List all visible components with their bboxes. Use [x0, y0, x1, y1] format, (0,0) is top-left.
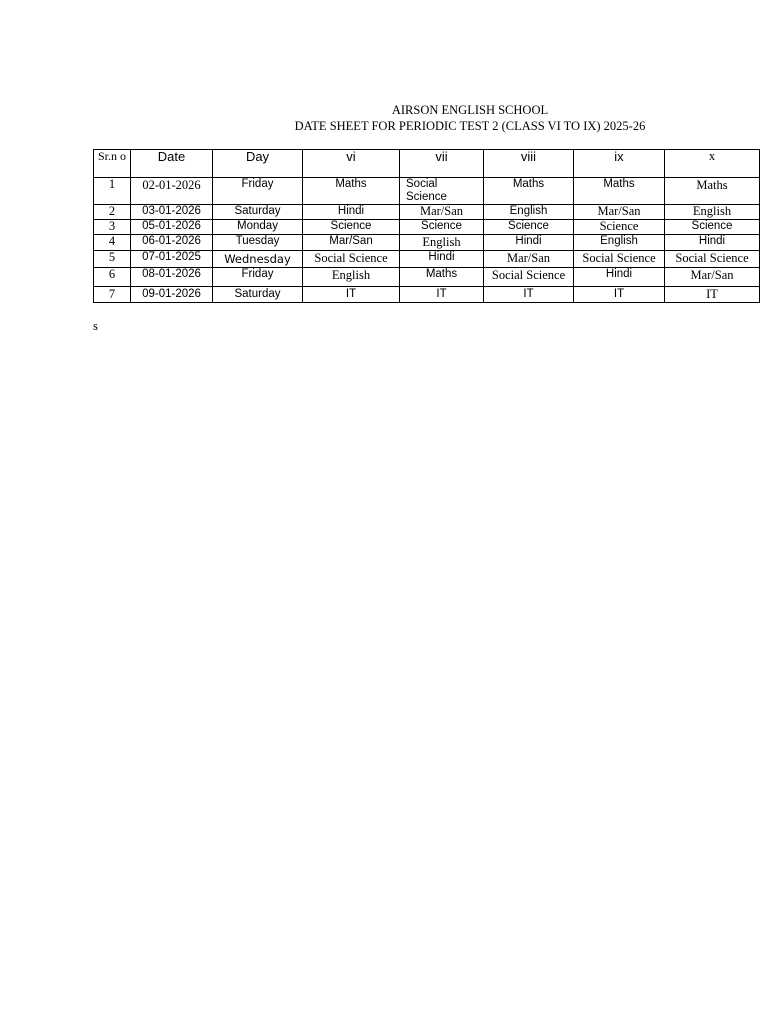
- cell-viii: Maths: [484, 178, 574, 205]
- cell-vi: IT: [303, 287, 400, 303]
- cell-srno: 3: [94, 220, 131, 235]
- table-row: [94, 268, 760, 287]
- cell-srno: 6: [94, 268, 131, 287]
- document-header: [180, 102, 760, 134]
- cell-vi: English: [303, 268, 400, 287]
- school-name: AIRSON ENGLISH SCHOOL: [391, 103, 549, 117]
- cell-day: Tuesday: [213, 235, 303, 251]
- cell-ix: Maths: [574, 178, 665, 205]
- column-header-ix: ix: [574, 150, 665, 178]
- column-header-viii: viii: [484, 150, 574, 178]
- cell-viii: IT: [484, 287, 574, 303]
- cell-viii: English: [484, 205, 574, 220]
- table-row: [94, 287, 760, 303]
- cell-date: 05-01-2026: [131, 220, 213, 235]
- cell-day: Wednesday: [213, 251, 303, 268]
- cell-x: IT: [665, 287, 760, 303]
- cell-x: Mar/San: [665, 268, 760, 287]
- cell-date: 03-01-2026: [131, 205, 213, 220]
- cell-vi: Hindi: [303, 205, 400, 220]
- date-sheet-title: DATE SHEET FOR PERIODIC TEST 2 (CLASS VI TO IX) 2025-26: [294, 119, 646, 133]
- stray-text: s: [93, 319, 98, 333]
- cell-vi: Mar/San: [303, 235, 400, 251]
- cell-day: Saturday: [213, 205, 303, 220]
- table-row: [94, 220, 760, 235]
- column-header-vii: vii: [400, 150, 484, 178]
- cell-x: Science: [665, 220, 760, 235]
- cell-srno: 1: [94, 178, 131, 205]
- cell-viii: Mar/San: [484, 251, 574, 268]
- cell-x: Social Science: [665, 251, 760, 268]
- cell-date: 02-01-2026: [131, 178, 213, 205]
- table-row: [94, 178, 760, 205]
- cell-day: Monday: [213, 220, 303, 235]
- cell-x: Hindi: [665, 235, 760, 251]
- cell-day: Friday: [213, 268, 303, 287]
- cell-vi: Science: [303, 220, 400, 235]
- cell-vi: Social Science: [303, 251, 400, 268]
- cell-ix: Mar/San: [574, 205, 665, 220]
- cell-srno: 2: [94, 205, 131, 220]
- table-row: [94, 205, 760, 220]
- column-header-day: Day: [213, 150, 303, 178]
- cell-srno: 7: [94, 287, 131, 303]
- cell-date: 09-01-2026: [131, 287, 213, 303]
- cell-vii: Social Science: [400, 178, 484, 205]
- cell-date: 06-01-2026: [131, 235, 213, 251]
- cell-vii: Mar/San: [400, 205, 484, 220]
- cell-ix: Science: [574, 220, 665, 235]
- cell-ix: IT: [574, 287, 665, 303]
- cell-vii: IT: [400, 287, 484, 303]
- cell-viii: Science: [484, 220, 574, 235]
- cell-vii: English: [400, 235, 484, 251]
- cell-x: English: [665, 205, 760, 220]
- table-row: [94, 235, 760, 251]
- cell-ix: English: [574, 235, 665, 251]
- cell-day: Friday: [213, 178, 303, 205]
- cell-vii: Maths: [400, 268, 484, 287]
- cell-ix: Hindi: [574, 268, 665, 287]
- cell-viii: Hindi: [484, 235, 574, 251]
- cell-vii: Science: [400, 220, 484, 235]
- column-header-vi: vi: [303, 150, 400, 178]
- cell-date: 08-01-2026: [131, 268, 213, 287]
- column-header-date: Date: [131, 150, 213, 178]
- column-header-srno: Sr.n o: [94, 150, 131, 178]
- cell-srno: 5: [94, 251, 131, 268]
- table-header-row: [94, 150, 760, 178]
- cell-ix: Social Science: [574, 251, 665, 268]
- cell-vii: Hindi: [400, 251, 484, 268]
- cell-day: Saturday: [213, 287, 303, 303]
- cell-date: 07-01-2025: [131, 251, 213, 268]
- cell-x: Maths: [665, 178, 760, 205]
- table-row: [94, 251, 760, 268]
- column-header-x: x: [665, 150, 760, 178]
- cell-viii: Social Science: [484, 268, 574, 287]
- cell-vi: Maths: [303, 178, 400, 205]
- cell-srno: 4: [94, 235, 131, 251]
- date-sheet-table: [93, 149, 760, 303]
